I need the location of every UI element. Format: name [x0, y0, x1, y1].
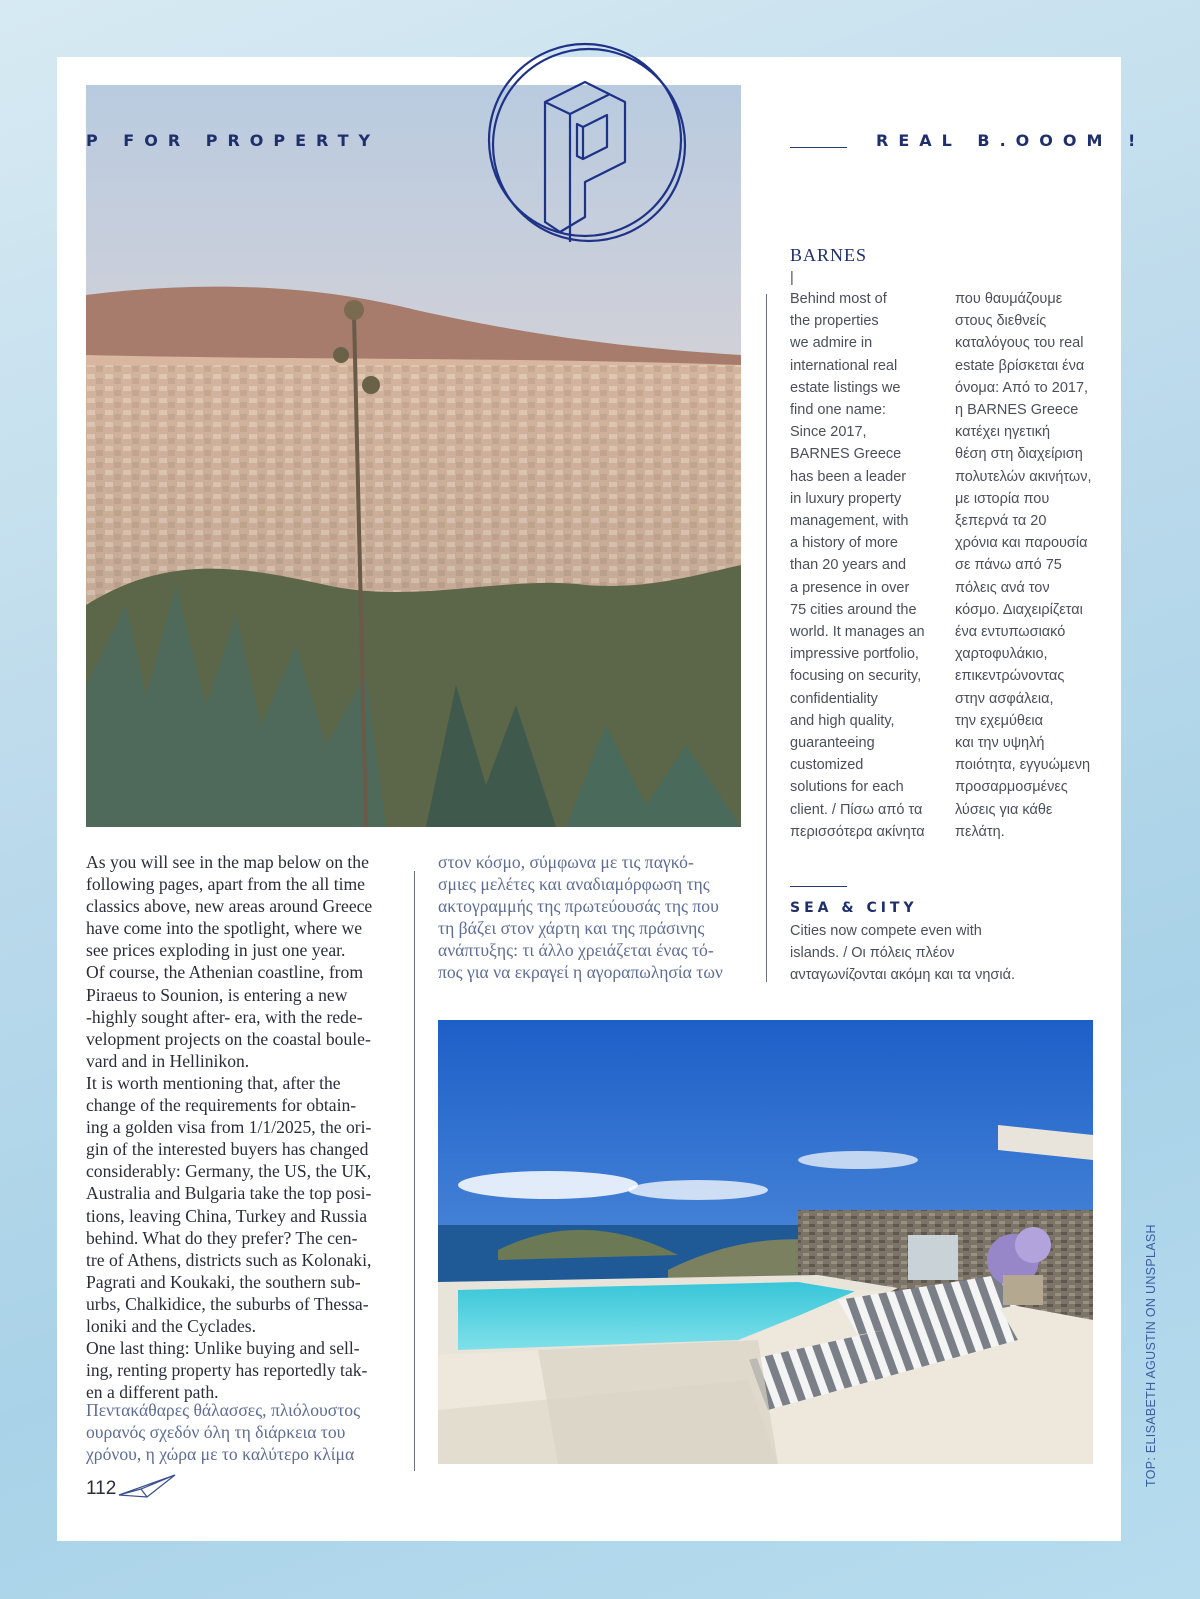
pool-villa-photo	[438, 1020, 1093, 1464]
p-logo	[485, 42, 690, 247]
magazine-page	[57, 57, 1146, 1541]
paper-plane-icon	[117, 1473, 177, 1506]
right-kicker: REAL B.OOOM !	[876, 131, 1146, 150]
sea-city-text: Cities now compete even with islands. / Οι πόλεις πλέον ανταγωνίζονται ακόμη και τα νησιά.	[790, 923, 1015, 984]
sidebar-text-gr: που θαυμάζουμε στους διεθνείς καταλόγους του real estate βρίσκεται ένα όνομα: Από το 2017, η BARNES Greece κατέχει ηγετική θέση στη διαχείριση πολυτελών ακινήτων, με ιστορία που ξεπερνά τα 20 χρόνια και παρουσία σε πάνω από 75 πόλεις ανά τον κόσμο. Διαχειρίζεται ένα εντυπωσιακό χαρτοφυλάκιο, επικεντρώνοντας στην ασφάλεια, την εχεμύθεια και την υψηλή ποιότητα, εγγυώμενη προσαρμοσμένες λύσεις για κάθε πελάτη.	[955, 291, 1092, 840]
article-body-gr-left: Πεντακάθαρες θάλασσες, πλιόλουστος ουρανός σχεδόν όλη τη διάρκεια του χρόνου, η χώρα με το καλύτερο κλίμα	[86, 1400, 361, 1465]
sidebar-text-en: Behind most of the properties we admire in international real estate listings we find one name: Since 2017, BARNES Greece has been a leader in luxury property management, with a history of more than 20 years and a presence in over 75 cities around the world. It manages an impressive portfolio, focusing on security, confidentiality and high quality, guaranteeing customized solutions for each client. / Πίσω από τα περισσότερα ακίνητα	[790, 291, 925, 840]
article-body-en: As you will see in the map below on the following pages, apart from the all time classics above, new areas around Greece have come into the spotlight, where we see prices exploding in just one year. Of course, the Athenian coastline, from Piraeus to Sounion, is entering a new -highly sought after- era, with the rede- velopment projects on the coastal boule- vard and in Hellinikon. It is worth mentioning that, after the change of the requirements for obtain- ing a golden visa from 1/1/2025, the ori- gin of the interested buyers has changed considerably: Germany, the US, the UK, Australia and Bulgaria take the top posi- tions, leaving China, Turkey and Russia behind. What do they prefer? The cen- tre of Athens, districts such as Kolonaki, Pagrati and Koukaki, the southern sub- urbs, Chalkidice, the suburbs of Thessa- loniki and the Cyclades. One last thing: Unlike buying and sell- ing, renting property has reportedly tak- en a different path.	[86, 852, 373, 1403]
sea-city-title: SEA & CITY	[790, 900, 918, 916]
pool-villa-illustration	[438, 1020, 1093, 1464]
photo-credit: TOP: ELISABETH AGUSTIN ON UNSPLASH	[1144, 1224, 1158, 1487]
sea-city-rule	[790, 886, 847, 887]
sidebar-separator: |	[790, 270, 794, 286]
sidebar-title: BARNES	[790, 245, 868, 265]
left-kicker: P FOR PROPERTY	[86, 131, 381, 150]
page-number: 112	[86, 1478, 117, 1499]
column-divider	[414, 871, 415, 1471]
sidebar-vertical-rule	[766, 294, 767, 982]
article-body-gr-mid: στον κόσμο, σύμφωνα με τις παγκό- σμιες μελέτες και αναδιαμόρφωση της ακτογραμμής της πρωτεύουσάς της που τη βάζει στον χάρτη και της πράσινης ανάπτυξης: τι άλλο χρειάζεται ένας τό- πος για να εκραγεί η αγοραπωλησία των	[438, 852, 723, 983]
kicker-rule	[790, 147, 847, 148]
p-logo-icon	[485, 42, 690, 247]
